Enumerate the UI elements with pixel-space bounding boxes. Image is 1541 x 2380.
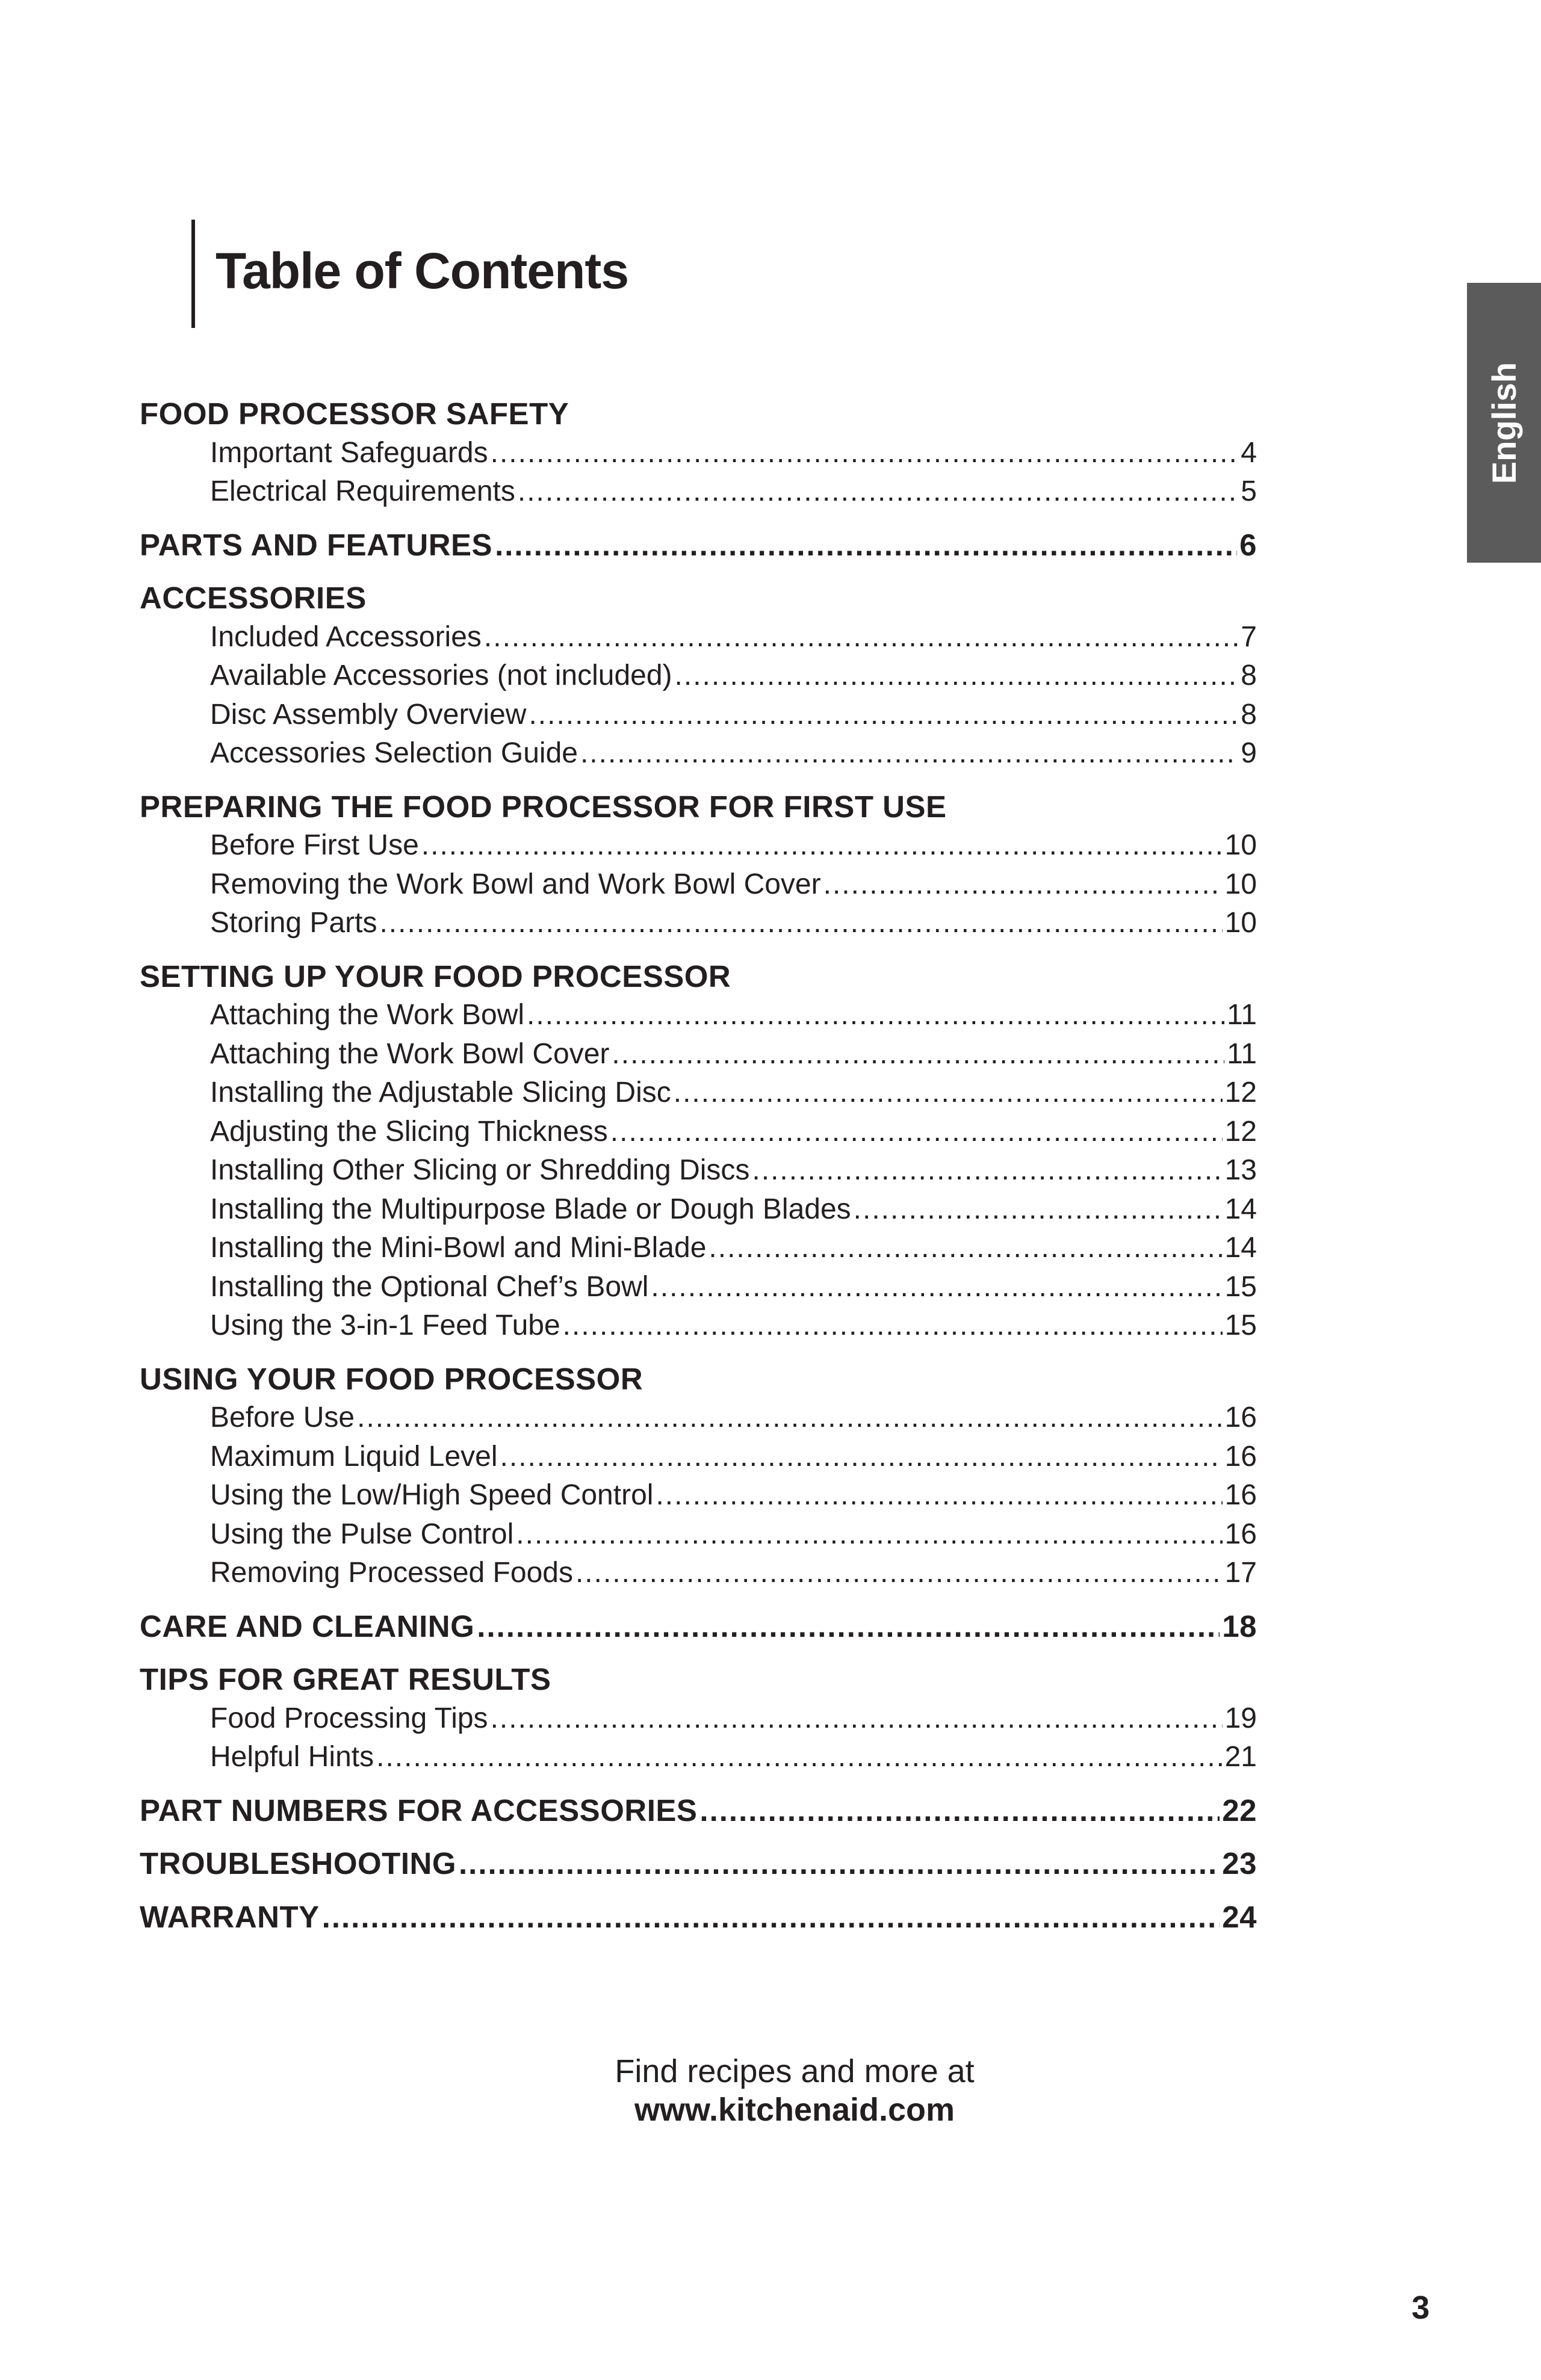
toc-page-number: 9 bbox=[1241, 737, 1257, 769]
toc-entry[interactable] bbox=[140, 1268, 1257, 1307]
dot-leader bbox=[529, 696, 1238, 735]
toc-entry-label: Maximum Liquid Level bbox=[210, 1440, 498, 1473]
toc-section-heading[interactable] bbox=[140, 1791, 1257, 1831]
toc-entry-label: Accessories Selection Guide bbox=[210, 737, 578, 769]
toc-section bbox=[140, 1844, 1257, 1884]
toc-section bbox=[140, 1791, 1257, 1831]
dot-leader bbox=[823, 865, 1223, 904]
toc-section bbox=[140, 579, 1257, 773]
toc-section bbox=[140, 1898, 1257, 1937]
toc-page-number: 24 bbox=[1222, 1899, 1257, 1934]
toc-entry[interactable] bbox=[140, 618, 1257, 657]
toc-entry-label: Installing Other Slicing or Shredding Discs bbox=[210, 1154, 750, 1186]
toc-entry-label: Installing the Adjustable Slicing Disc bbox=[210, 1077, 671, 1108]
dot-leader bbox=[610, 1113, 1223, 1152]
toc-entry-label: Removing Processed Foods bbox=[210, 1557, 573, 1589]
toc-entry[interactable] bbox=[140, 996, 1257, 1035]
dot-leader bbox=[527, 996, 1224, 1035]
toc-entry-label: Before Use bbox=[210, 1402, 355, 1433]
toc-page-number: 17 bbox=[1224, 1557, 1257, 1589]
toc-entry[interactable] bbox=[140, 1515, 1257, 1554]
title-accent-bar bbox=[191, 220, 195, 328]
toc-entry-label: Before First Use bbox=[210, 829, 419, 861]
toc-page-number: 10 bbox=[1224, 829, 1257, 861]
toc-entry-label: Using the Low/High Speed Control bbox=[210, 1479, 654, 1511]
table-of-contents bbox=[140, 395, 1257, 1951]
toc-entry-label: Adjusting the Slicing Thickness bbox=[210, 1115, 608, 1148]
toc-page-number: 16 bbox=[1224, 1402, 1257, 1433]
toc-page-number: 15 bbox=[1224, 1309, 1257, 1341]
toc-section-title: ACCESSORIES bbox=[140, 581, 367, 615]
toc-section bbox=[140, 1607, 1257, 1646]
footer bbox=[530, 2052, 1059, 2129]
toc-entry-label: Installing the Mini-Bowl and Mini-Blade bbox=[210, 1232, 707, 1264]
toc-entry-label: Storing Parts bbox=[210, 907, 377, 939]
toc-section-title: TIPS FOR GREAT RESULTS bbox=[140, 1662, 551, 1696]
dot-leader bbox=[656, 1476, 1222, 1515]
dot-leader bbox=[612, 1035, 1224, 1074]
toc-page-number: 5 bbox=[1241, 475, 1257, 507]
dot-leader bbox=[500, 1438, 1223, 1477]
toc-page-number: 16 bbox=[1224, 1440, 1257, 1473]
toc-entry[interactable] bbox=[140, 434, 1257, 473]
dot-leader bbox=[484, 618, 1238, 657]
toc-section bbox=[140, 526, 1257, 565]
dot-leader bbox=[459, 1844, 1220, 1884]
toc-page-number: 19 bbox=[1224, 1702, 1257, 1734]
toc-page-number: 11 bbox=[1227, 999, 1257, 1031]
toc-entry-label: Food Processing Tips bbox=[210, 1702, 488, 1734]
toc-entry[interactable] bbox=[140, 826, 1257, 865]
dot-leader bbox=[376, 1738, 1223, 1777]
toc-entry[interactable] bbox=[140, 472, 1257, 512]
toc-entry[interactable] bbox=[140, 1113, 1257, 1152]
toc-section-title: WARRANTY bbox=[140, 1899, 320, 1934]
dot-leader bbox=[516, 1515, 1222, 1554]
page-title: Table of Contents bbox=[215, 243, 629, 299]
toc-section-heading[interactable] bbox=[140, 1360, 1257, 1399]
toc-section-title: USING YOUR FOOD PROCESSOR bbox=[140, 1361, 643, 1396]
dot-leader bbox=[421, 826, 1223, 865]
toc-section-heading[interactable] bbox=[140, 957, 1257, 997]
toc-section-heading[interactable] bbox=[140, 579, 1257, 618]
toc-page-number: 14 bbox=[1224, 1193, 1257, 1225]
toc-page-number: 10 bbox=[1224, 868, 1257, 900]
toc-section-heading[interactable] bbox=[140, 1607, 1257, 1646]
toc-entry[interactable] bbox=[140, 696, 1257, 735]
toc-section-heading[interactable] bbox=[140, 526, 1257, 565]
toc-entry[interactable] bbox=[140, 904, 1257, 943]
dot-leader bbox=[854, 1190, 1223, 1229]
toc-entry[interactable] bbox=[140, 1306, 1257, 1346]
dot-leader bbox=[491, 434, 1239, 473]
toc-section-title: PART NUMBERS FOR ACCESSORIES bbox=[140, 1793, 698, 1828]
toc-page-number: 18 bbox=[1222, 1609, 1257, 1643]
toc-entry-label: Using the Pulse Control bbox=[210, 1518, 514, 1550]
toc-page-number: 7 bbox=[1241, 620, 1257, 653]
toc-entry[interactable] bbox=[140, 865, 1257, 904]
dot-leader bbox=[675, 657, 1239, 696]
toc-page-number: 22 bbox=[1222, 1793, 1257, 1828]
toc-section-heading[interactable] bbox=[140, 1660, 1257, 1699]
toc-entry[interactable] bbox=[140, 1399, 1257, 1438]
dot-leader bbox=[651, 1268, 1222, 1307]
page-number: 3 bbox=[1412, 2290, 1430, 2326]
toc-section bbox=[140, 395, 1257, 512]
toc-entry[interactable] bbox=[140, 1554, 1257, 1593]
toc-entry-label: Included Accessories bbox=[210, 620, 482, 653]
dot-leader bbox=[563, 1306, 1223, 1346]
toc-page-number: 10 bbox=[1224, 907, 1257, 939]
toc-section bbox=[140, 1660, 1257, 1777]
toc-section-heading[interactable] bbox=[140, 1844, 1257, 1884]
toc-page-number: 11 bbox=[1227, 1037, 1257, 1070]
toc-entry[interactable] bbox=[140, 1438, 1257, 1477]
toc-section-title: CARE AND CLEANING bbox=[140, 1609, 475, 1643]
toc-entry-label: Attaching the Work Bowl Cover bbox=[210, 1037, 610, 1070]
toc-entry-label: Disc Assembly Overview bbox=[210, 698, 527, 731]
dot-leader bbox=[575, 1554, 1223, 1593]
toc-page-number: 16 bbox=[1224, 1479, 1257, 1511]
dot-leader bbox=[752, 1151, 1222, 1190]
toc-entry[interactable] bbox=[140, 1699, 1257, 1739]
dot-leader bbox=[477, 1607, 1220, 1646]
toc-entry[interactable] bbox=[140, 1229, 1257, 1268]
toc-section-title: FOOD PROCESSOR SAFETY bbox=[140, 397, 569, 431]
toc-section-heading[interactable] bbox=[140, 788, 1257, 827]
toc-page-number: 23 bbox=[1222, 1846, 1257, 1881]
toc-entry-label: Removing the Work Bowl and Work Bowl Cover bbox=[210, 868, 821, 900]
dot-leader bbox=[357, 1399, 1222, 1438]
toc-entry[interactable] bbox=[140, 1738, 1257, 1777]
dot-leader bbox=[674, 1074, 1223, 1113]
dot-leader bbox=[699, 1791, 1220, 1831]
toc-entry[interactable] bbox=[140, 1151, 1257, 1190]
toc-page-number: 21 bbox=[1224, 1741, 1257, 1773]
toc-entry[interactable] bbox=[140, 1035, 1257, 1074]
toc-page-number: 6 bbox=[1239, 527, 1257, 562]
toc-entry[interactable] bbox=[140, 1476, 1257, 1515]
toc-page-number: 8 bbox=[1241, 660, 1257, 691]
toc-entry-label: Installing the Multipurpose Blade or Dough Blades bbox=[210, 1193, 851, 1225]
toc-entry-label: Attaching the Work Bowl bbox=[210, 999, 525, 1031]
toc-entry[interactable] bbox=[140, 1190, 1257, 1229]
dot-leader bbox=[580, 734, 1238, 773]
toc-section bbox=[140, 788, 1257, 943]
toc-section-title: PREPARING THE FOOD PROCESSOR FOR FIRST USE bbox=[140, 789, 947, 824]
dot-leader bbox=[708, 1229, 1222, 1268]
toc-section-title: TROUBLESHOOTING bbox=[140, 1846, 456, 1881]
toc-entry-label: Important Safeguards bbox=[210, 436, 488, 469]
toc-section-heading[interactable] bbox=[140, 395, 1257, 434]
toc-section-title: PARTS AND FEATURES bbox=[140, 527, 493, 562]
language-tab bbox=[1467, 283, 1541, 563]
toc-entry-label: Installing the Optional Chef’s Bowl bbox=[210, 1270, 649, 1303]
dot-leader bbox=[379, 904, 1222, 943]
footer-text: Find recipes and more at bbox=[615, 2053, 975, 2089]
toc-entry[interactable] bbox=[140, 657, 1257, 696]
toc-page-number: 13 bbox=[1224, 1154, 1257, 1186]
toc-section-heading[interactable] bbox=[140, 1898, 1257, 1937]
dot-leader bbox=[322, 1898, 1220, 1937]
toc-entry-label: Helpful Hints bbox=[210, 1741, 374, 1773]
toc-page-number: 16 bbox=[1224, 1518, 1257, 1550]
toc-page-number: 8 bbox=[1241, 698, 1257, 731]
toc-entry-label: Using the 3-in-1 Feed Tube bbox=[210, 1309, 560, 1341]
toc-section bbox=[140, 1360, 1257, 1593]
toc-entry-label: Electrical Requirements bbox=[210, 475, 515, 507]
dot-leader bbox=[495, 526, 1237, 565]
toc-page-number: 4 bbox=[1241, 436, 1257, 469]
footer-website-link[interactable]: www.kitchenaid.com bbox=[634, 2092, 955, 2128]
toc-page-number: 15 bbox=[1224, 1270, 1257, 1303]
toc-entry[interactable] bbox=[140, 1074, 1257, 1113]
toc-section bbox=[140, 957, 1257, 1346]
language-tab-label: English bbox=[1484, 362, 1523, 484]
toc-page-number: 12 bbox=[1224, 1115, 1257, 1148]
toc-section-title: SETTING UP YOUR FOOD PROCESSOR bbox=[140, 959, 731, 994]
dot-leader bbox=[518, 472, 1238, 512]
toc-page-number: 12 bbox=[1224, 1077, 1257, 1108]
toc-page-number: 14 bbox=[1224, 1232, 1257, 1264]
toc-entry-label: Available Accessories (not included) bbox=[210, 660, 672, 691]
toc-entry[interactable] bbox=[140, 734, 1257, 773]
dot-leader bbox=[491, 1699, 1223, 1739]
